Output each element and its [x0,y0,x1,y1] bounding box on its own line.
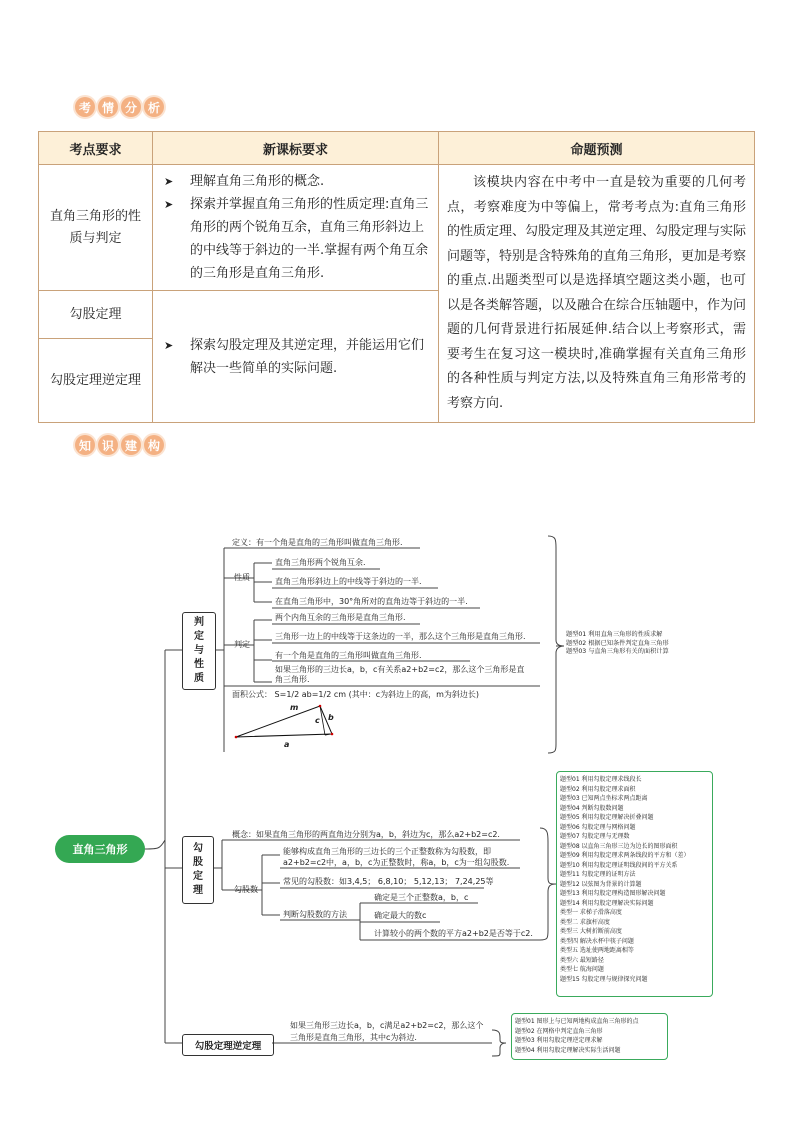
list-item: 题型11 勾股定理的证明方法 [560,871,636,878]
judgment-item: 三角形一边上的中线等于这条边的一半，那么这个三角形是直角三角形. [275,632,526,641]
list-item: 题型04 判断勾股数问题 [560,804,624,812]
triangle-label-m: m [290,703,299,712]
method-step: 计算较小的两个数的平方a2+b2是否等于c2. [374,929,533,938]
topic-label: 勾股定理逆定理 [39,339,153,423]
list-item: 题型01 图形上与已知两地构成直角三角形的点 [515,1018,639,1025]
list-item: 类型七 航海问题 [560,966,604,973]
list-item: 题型02 利用勾股定理求面积 [560,785,636,793]
list-item: 题型10 利用勾股定理证明线段间的平方关系 [560,861,678,869]
triangle-label-c: c [315,716,320,725]
branch-pythagorean [182,836,214,904]
list-item: 题型02 根据已知条件判定直角三角形 [566,639,669,647]
list-item: 题型04 利用勾股定理解决实际生活问题 [515,1046,621,1054]
list-item: 类型三 大树折断前高度 [560,928,622,935]
requirement-item: ➤ 理解直角三角形的概念. [162,170,429,193]
question-type-list [560,775,690,984]
mindmap-root: 直角三角形 [55,835,145,863]
area-formula: 面积公式： S=1/2 ab=1/2 cm (其中：c为斜边上的高，m为斜边长) [232,690,480,699]
list-item: 题型13 利用勾股定理构造图形解决问题 [560,890,666,897]
converse-text: 三角形是直角三角形，其中c为斜边. [290,1033,417,1042]
badge-char: 分 [121,97,141,117]
list-item: 题型03 与直角三角形有关的面积计算 [566,648,669,656]
judgment-item: 有一个角是直角的三角形叫做直角三角形. [275,651,422,660]
judgment-label: 判定 [234,640,250,649]
method-step: 确定最大的数c [374,911,427,920]
triple-label: 勾股数 [234,885,258,894]
header-cell: 新课标要求 [153,132,439,165]
triple-definition: a2+b2=c2中，a，b，c为正整数时，称a，b，c为一组勾股数. [283,858,510,867]
branch-label: 勾股定理 [193,843,203,896]
judgment-item: 两个内角互余的三角形是直角三角形. [275,613,406,622]
list-item: 题型03 利用勾股定理逆定理求解 [515,1037,603,1044]
property-label: 性质 [234,573,250,582]
question-type-list [566,631,669,657]
list-item: 类型二 求旗杆高度 [560,918,610,926]
branch-converse: 勾股定理逆定理 [182,1034,274,1056]
list-item: 类型一 求梯子滑落高度 [560,909,622,916]
badge-char: 识 [98,435,118,455]
list-item: 题型05 利用勾股定理解决折叠问题 [560,814,654,821]
list-item: 题型09 利用勾股定理求两条线段的平方和（差） [560,852,690,859]
question-type-list [515,1017,639,1055]
badge-char: 建 [121,435,141,455]
triple-definition: 能够构成直角三角形的三边长的三个正整数称为勾股数，即 [283,847,491,856]
pythagorean-concept: 概念：如果直角三角形的两直角边分别为a，b，斜边为c，那么a2+b2=c2. [232,830,500,839]
list-item: 题型15 勾股定理与规律探究问题 [560,975,648,983]
header-cell: 命题预测 [439,132,755,165]
judgment-item: 如果三角形的三边长a，b，c有关系a2+b2=c2，那么这个三角形是直 [275,665,525,674]
list-item: 题型07 勾股定理与无理数 [560,833,630,840]
list-item: 题型14 利用勾股定理解决实际问题 [560,899,654,907]
property-item: 直角三角形斜边上的中线等于斜边的一半. [275,577,422,586]
branch-judgment-property [182,612,216,690]
definition-text: 定义：有一个角是直角的三角形叫做直角三角形. [232,538,403,547]
prediction-cell: 该模块内容在中考中一直是较为重要的几何考点，考察难度为中等偏上，常考考点为:直角三角形的性质定理、勾股定理及其逆定理、勾股定理与实际问题等，特别是含特殊角的直角三角形，更加是考察的重点.出题类型可以是选择填空题这类小题，也可以是各类解答题，以及融合在综合压轴题中，作为问题的几何背景进行拓展延伸.结合以上考察形式，需要考生在复习这一模块时,准确掌握有关直角三角形的各种性质与判定方法,以及特殊直角三角形常考的考察方向. [439,165,755,423]
list-item: 题型01 利用直角三角形的性质求解 [566,631,663,638]
list-item: 类型四 解决水杯中筷子问题 [560,937,634,945]
badge-char: 情 [98,97,118,117]
triple-method-label: 判断勾股数的方法 [283,910,347,919]
list-item: 题型08 以直角三角形三边为边长的图形面积 [560,842,678,850]
badge-char: 构 [144,435,164,455]
topic-label: 直角三角形的性质与判定 [39,165,153,291]
list-item: 题型06 勾股定理与网格问题 [560,823,636,831]
triangle-label-a: a [284,740,290,749]
converse-text: 如果三角形三边长a，b，c满足a2+b2=c2，那么这个 [290,1021,484,1030]
triangle-label-b: b [328,713,334,722]
requirement-item: ➤ 探索勾股定理及其逆定理，并能运用它们解决一些简单的实际问题. [162,334,429,380]
badge-char: 知 [75,435,95,455]
topic-label: 勾股定理 [39,291,153,339]
list-item: 类型六 最短路径 [560,956,604,964]
list-item: 题型12 以弦图为背景的计算题 [560,880,642,888]
header-cell: 考点要求 [39,132,153,165]
badge-char: 析 [144,97,164,117]
list-item: 题型02 在网格中判定直角三角形 [515,1027,603,1035]
common-triples: 常见的勾股数：如3,4,5； 6,8,10； 5,12,13； 7,24,25等 [283,877,494,886]
list-item: 类型五 选址使两地距离相等 [560,947,634,954]
list-item: 题型01 利用勾股定理求线段长 [560,776,642,783]
judgment-item: 角三角形. [275,675,310,684]
badge-char: 考 [75,97,95,117]
branch-label: 判定与性质 [194,617,204,684]
property-item: 直角三角形两个锐角互余. [275,558,366,567]
property-item: 在直角三角形中，30°角所对的直角边等于斜边的一半. [275,597,468,606]
list-item: 题型03 已知两点坐标求两点距离 [560,795,648,802]
requirement-item: ➤ 探索并掌握直角三角形的性质定理:直角三角形的两个锐角互余，直角三角形斜边上的中线等于斜边的一半.掌握有两个角互余的三角形是直角三角形. [162,193,429,285]
method-step: 确定是三个正整数a，b，c [374,893,469,902]
